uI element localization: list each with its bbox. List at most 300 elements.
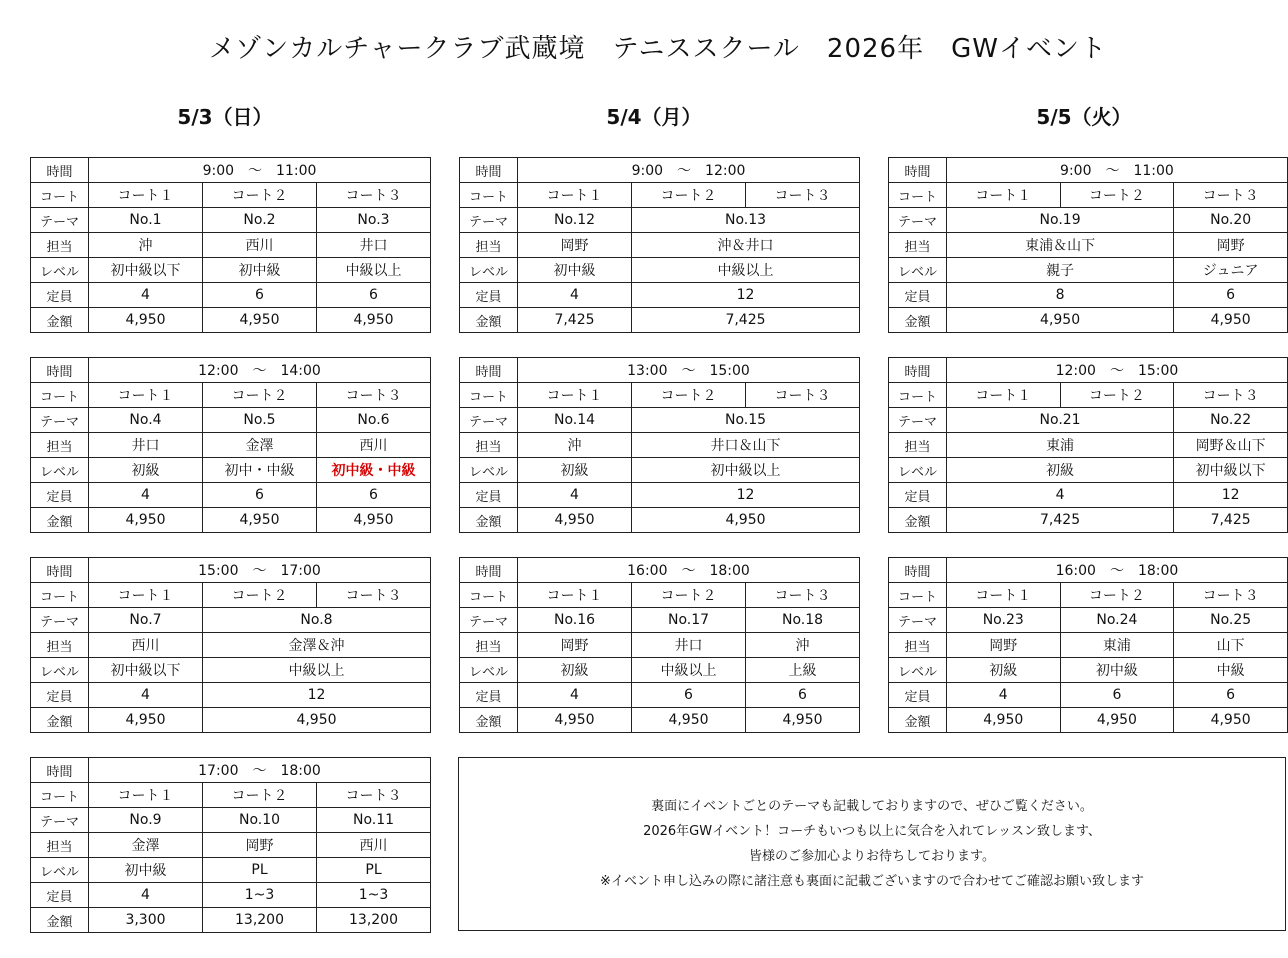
theme-row (460, 608, 860, 633)
row-label: レベル (889, 658, 947, 683)
capacity-cell: 1~3 (317, 883, 431, 908)
row-label: 金額 (31, 708, 89, 733)
time-range: 17:00 ～ 18:00 (89, 758, 431, 783)
theme-cell: No.21 (946, 408, 1173, 433)
level-cell: 初級 (518, 458, 632, 483)
row-label: コート (889, 383, 947, 408)
theme-cell: No.22 (1174, 408, 1288, 433)
court-row (889, 183, 1288, 208)
capacity-row (889, 283, 1288, 308)
schedule-block (30, 557, 431, 733)
level-cell: 初中級以下 (89, 658, 203, 683)
capacity-row (889, 683, 1288, 708)
row-label: 定員 (31, 883, 89, 908)
schedule-block (459, 157, 860, 333)
row-label: 担当 (31, 233, 89, 258)
row-label: 担当 (31, 633, 89, 658)
capacity-cell: 6 (203, 283, 317, 308)
theme-cell: No.18 (746, 608, 860, 633)
row-label: 金額 (460, 308, 518, 333)
row-label: 定員 (31, 283, 89, 308)
level-cell: 初中級以下 (1174, 458, 1288, 483)
court-row (460, 183, 860, 208)
level-cell: 初中級以上 (632, 458, 860, 483)
court-header: コート３ (1174, 183, 1288, 208)
row-label: レベル (889, 258, 947, 283)
theme-row (460, 408, 860, 433)
theme-cell: No.23 (946, 608, 1060, 633)
row-label: テーマ (31, 408, 89, 433)
theme-row (889, 408, 1288, 433)
row-label: 担当 (460, 233, 518, 258)
coach-row (31, 833, 431, 858)
time-row (889, 358, 1288, 383)
capacity-cell: 4 (89, 883, 203, 908)
level-cell: PL (203, 858, 317, 883)
row-label: テーマ (460, 408, 518, 433)
court-header: コート２ (632, 383, 746, 408)
row-label: コート (460, 583, 518, 608)
court-header: コート２ (632, 183, 746, 208)
capacity-row (460, 483, 860, 508)
notice-line: 皆様のご参加心よりお待ちしております。 (749, 849, 995, 864)
theme-cell: No.9 (89, 808, 203, 833)
level-cell: PL (317, 858, 431, 883)
row-label: コート (31, 183, 89, 208)
schedule-block (30, 157, 431, 333)
theme-row (889, 208, 1288, 233)
coach-cell: 金澤＆沖 (203, 633, 431, 658)
row-label: 金額 (31, 308, 89, 333)
row-label: 担当 (31, 433, 89, 458)
level-cell: 中級以上 (317, 258, 431, 283)
court-header: コート３ (317, 383, 431, 408)
coach-row (31, 233, 431, 258)
theme-cell: No.13 (632, 208, 860, 233)
price-cell: 7,425 (1174, 508, 1288, 533)
theme-row (889, 608, 1288, 633)
court-header: コート２ (203, 183, 317, 208)
court-header: コート１ (89, 583, 203, 608)
coach-row (889, 433, 1288, 458)
level-cell: 初級 (946, 658, 1060, 683)
coach-row (889, 233, 1288, 258)
coach-cell: 東浦 (1060, 633, 1174, 658)
capacity-cell: 6 (317, 283, 431, 308)
row-label: 定員 (31, 683, 89, 708)
court-row (31, 383, 431, 408)
coach-row (31, 633, 431, 658)
price-row (889, 708, 1288, 733)
day-heading-0504: 5/4（月） (606, 105, 702, 129)
level-cell: ジュニア (1174, 258, 1288, 283)
time-row (460, 158, 860, 183)
theme-cell: No.10 (203, 808, 317, 833)
time-row (31, 558, 431, 583)
price-cell: 7,425 (632, 308, 860, 333)
row-label: レベル (31, 458, 89, 483)
court-header: コート３ (317, 583, 431, 608)
time-range: 16:00 ～ 18:00 (518, 558, 860, 583)
theme-cell: No.7 (89, 608, 203, 633)
price-cell: 7,425 (946, 508, 1173, 533)
coach-row (31, 433, 431, 458)
capacity-row (460, 683, 860, 708)
row-label: 金額 (889, 708, 947, 733)
theme-cell: No.1 (89, 208, 203, 233)
price-cell: 13,200 (317, 908, 431, 933)
day-heading-0505: 5/5（火） (1036, 105, 1132, 129)
coach-cell: 井口 (89, 433, 203, 458)
price-cell: 4,950 (89, 508, 203, 533)
time-range: 15:00 ～ 17:00 (89, 558, 431, 583)
court-row (31, 583, 431, 608)
coach-cell: 井口＆山下 (632, 433, 860, 458)
price-cell: 4,950 (746, 708, 860, 733)
price-row (889, 308, 1288, 333)
row-label: テーマ (889, 608, 947, 633)
row-label: 定員 (889, 483, 947, 508)
price-row (460, 308, 860, 333)
capacity-cell: 8 (946, 283, 1173, 308)
row-label: テーマ (460, 608, 518, 633)
row-label: コート (889, 583, 947, 608)
level-cell: 中級以上 (632, 658, 746, 683)
price-cell: 13,200 (203, 908, 317, 933)
price-row (460, 508, 860, 533)
court-row (889, 383, 1288, 408)
time-row (889, 158, 1288, 183)
capacity-row (31, 283, 431, 308)
theme-row (460, 208, 860, 233)
time-row (31, 158, 431, 183)
capacity-cell: 4 (89, 683, 203, 708)
level-cell: 初級 (518, 658, 632, 683)
coach-row (460, 433, 860, 458)
court-row (460, 383, 860, 408)
level-cell: 親子 (946, 258, 1173, 283)
court-row (460, 583, 860, 608)
row-label: 担当 (31, 833, 89, 858)
time-range: 16:00 ～ 18:00 (946, 558, 1287, 583)
level-cell: 中級 (1174, 658, 1288, 683)
row-label: 担当 (889, 233, 947, 258)
level-cell: 初中級 (89, 858, 203, 883)
court-header: コート１ (89, 783, 203, 808)
price-cell: 4,950 (632, 708, 746, 733)
coach-cell: 岡野 (946, 633, 1060, 658)
schedule-block (888, 557, 1288, 733)
notice-line: 2026年GWイベント！コーチもいつも以上に気合を入れてレッスン致します、 (643, 824, 1101, 839)
row-label: テーマ (889, 208, 947, 233)
price-cell: 4,950 (1174, 308, 1288, 333)
theme-cell: No.14 (518, 408, 632, 433)
row-label: 金額 (460, 708, 518, 733)
row-label: 時間 (889, 158, 947, 183)
court-row (31, 783, 431, 808)
court-header: コート１ (946, 383, 1060, 408)
row-label: テーマ (31, 208, 89, 233)
capacity-cell: 4 (946, 683, 1060, 708)
price-cell: 4,950 (89, 708, 203, 733)
level-cell: 初級 (946, 458, 1173, 483)
price-row (31, 508, 431, 533)
row-label: 定員 (31, 483, 89, 508)
coach-cell: 沖 (89, 233, 203, 258)
coach-cell: 岡野 (203, 833, 317, 858)
theme-cell: No.19 (946, 208, 1173, 233)
time-row (460, 558, 860, 583)
price-cell: 4,950 (203, 308, 317, 333)
price-cell: 3,300 (89, 908, 203, 933)
price-row (460, 708, 860, 733)
row-label: 時間 (460, 358, 518, 383)
row-label: 時間 (31, 758, 89, 783)
court-header: コート１ (89, 183, 203, 208)
row-label: レベル (31, 258, 89, 283)
coach-cell: 東浦＆山下 (946, 233, 1173, 258)
time-range: 9:00 ～ 11:00 (946, 158, 1287, 183)
price-row (31, 308, 431, 333)
coach-cell: 岡野 (518, 633, 632, 658)
level-row (460, 458, 860, 483)
coach-cell: 沖＆井口 (632, 233, 860, 258)
row-label: コート (31, 783, 89, 808)
schedule-block (888, 157, 1288, 333)
time-row (889, 558, 1288, 583)
row-label: レベル (889, 458, 947, 483)
theme-cell: No.12 (518, 208, 632, 233)
price-cell: 4,950 (518, 508, 632, 533)
theme-cell: No.4 (89, 408, 203, 433)
level-cell: 中級以上 (632, 258, 860, 283)
level-cell: 初中級 (203, 258, 317, 283)
row-label: 定員 (889, 683, 947, 708)
theme-cell: No.3 (317, 208, 431, 233)
price-cell: 4,950 (946, 308, 1173, 333)
capacity-cell: 12 (632, 283, 860, 308)
row-label: レベル (460, 458, 518, 483)
theme-cell: No.8 (203, 608, 431, 633)
time-row (31, 358, 431, 383)
coach-cell: 東浦 (946, 433, 1173, 458)
row-label: レベル (460, 658, 518, 683)
theme-cell: No.15 (632, 408, 860, 433)
coach-cell: 沖 (518, 433, 632, 458)
notice-line: 裏面にイベントごとのテーマも記載しておりますので、ぜひご覧ください。 (651, 799, 1093, 814)
row-label: 定員 (460, 683, 518, 708)
theme-cell: No.6 (317, 408, 431, 433)
price-cell: 4,950 (89, 308, 203, 333)
theme-cell: No.16 (518, 608, 632, 633)
level-row (889, 658, 1288, 683)
court-header: コート２ (632, 583, 746, 608)
level-cell: 初中級 (1060, 658, 1174, 683)
capacity-cell: 6 (632, 683, 746, 708)
capacity-row (460, 283, 860, 308)
court-header: コート３ (317, 783, 431, 808)
theme-cell: No.20 (1174, 208, 1288, 233)
price-cell: 4,950 (203, 508, 317, 533)
coach-cell: 金澤 (203, 433, 317, 458)
price-cell: 4,950 (518, 708, 632, 733)
theme-cell: No.24 (1060, 608, 1174, 633)
row-label: 担当 (460, 633, 518, 658)
row-label: 担当 (460, 433, 518, 458)
time-row (460, 358, 860, 383)
row-label: コート (460, 183, 518, 208)
day-heading-0503: 5/3（日） (177, 105, 273, 129)
row-label: 金額 (889, 308, 947, 333)
time-range: 13:00 ～ 15:00 (518, 358, 860, 383)
row-label: 定員 (889, 283, 947, 308)
capacity-cell: 6 (317, 483, 431, 508)
court-header: コート２ (1060, 383, 1174, 408)
court-header: コート３ (746, 583, 860, 608)
court-header: コート３ (1174, 583, 1288, 608)
court-header: コート２ (203, 383, 317, 408)
row-label: 担当 (889, 433, 947, 458)
row-label: テーマ (889, 408, 947, 433)
capacity-cell: 6 (1174, 283, 1288, 308)
capacity-cell: 4 (89, 483, 203, 508)
price-row (889, 508, 1288, 533)
schedule-block (30, 757, 431, 933)
row-label: 時間 (460, 158, 518, 183)
time-range: 12:00 ～ 14:00 (89, 358, 431, 383)
coach-cell: 岡野＆山下 (1174, 433, 1288, 458)
row-label: 時間 (31, 158, 89, 183)
court-header: コート３ (746, 383, 860, 408)
row-label: 金額 (31, 508, 89, 533)
row-label: 時間 (31, 358, 89, 383)
capacity-row (889, 483, 1288, 508)
theme-row (31, 208, 431, 233)
capacity-row (31, 483, 431, 508)
level-cell: 初中級・中級 (317, 458, 431, 483)
capacity-cell: 6 (746, 683, 860, 708)
time-range: 12:00 ～ 15:00 (946, 358, 1287, 383)
price-cell: 4,950 (317, 508, 431, 533)
coach-row (460, 633, 860, 658)
coach-cell: 西川 (89, 633, 203, 658)
row-label: 時間 (31, 558, 89, 583)
level-row (31, 658, 431, 683)
capacity-cell: 6 (1060, 683, 1174, 708)
row-label: 時間 (889, 358, 947, 383)
time-range: 9:00 ～ 12:00 (518, 158, 860, 183)
capacity-cell: 12 (1174, 483, 1288, 508)
level-row (460, 258, 860, 283)
page-title: メゾンカルチャークラブ武蔵境 テニススクール 2026年 GWイベント (209, 34, 1107, 64)
row-label: 定員 (460, 483, 518, 508)
row-label: コート (889, 183, 947, 208)
row-label: レベル (31, 858, 89, 883)
court-header: コート３ (317, 183, 431, 208)
row-label: 時間 (460, 558, 518, 583)
row-label: 担当 (889, 633, 947, 658)
level-row (460, 658, 860, 683)
court-header: コート１ (946, 183, 1060, 208)
row-label: 金額 (889, 508, 947, 533)
schedule-block (459, 557, 860, 733)
price-cell: 4,950 (946, 708, 1060, 733)
level-cell: 初中・中級 (203, 458, 317, 483)
row-label: テーマ (460, 208, 518, 233)
schedule-block (459, 357, 860, 533)
level-row (889, 258, 1288, 283)
capacity-cell: 12 (203, 683, 431, 708)
coach-cell: 岡野 (1174, 233, 1288, 258)
price-cell: 4,950 (1060, 708, 1174, 733)
court-header: コート１ (518, 583, 632, 608)
level-row (31, 858, 431, 883)
price-cell: 4,950 (632, 508, 860, 533)
row-label: 定員 (460, 283, 518, 308)
theme-cell: No.2 (203, 208, 317, 233)
capacity-row (31, 883, 431, 908)
coach-cell: 井口 (632, 633, 746, 658)
court-header: コート２ (203, 583, 317, 608)
theme-row (31, 808, 431, 833)
coach-cell: 西川 (317, 833, 431, 858)
capacity-cell: 4 (518, 683, 632, 708)
level-cell: 中級以上 (203, 658, 431, 683)
row-label: レベル (31, 658, 89, 683)
capacity-cell: 6 (1174, 683, 1288, 708)
coach-cell: 沖 (746, 633, 860, 658)
time-row (31, 758, 431, 783)
court-header: コート１ (946, 583, 1060, 608)
price-cell: 7,425 (518, 308, 632, 333)
capacity-cell: 4 (946, 483, 1173, 508)
court-header: コート２ (203, 783, 317, 808)
capacity-cell: 4 (518, 483, 632, 508)
level-row (31, 458, 431, 483)
theme-cell: No.17 (632, 608, 746, 633)
coach-row (460, 233, 860, 258)
row-label: コート (460, 383, 518, 408)
coach-cell: 金澤 (89, 833, 203, 858)
coach-cell: 西川 (317, 433, 431, 458)
court-header: コート１ (518, 383, 632, 408)
capacity-cell: 1~3 (203, 883, 317, 908)
row-label: テーマ (31, 808, 89, 833)
court-header: コート１ (89, 383, 203, 408)
row-label: テーマ (31, 608, 89, 633)
capacity-row (31, 683, 431, 708)
court-row (889, 583, 1288, 608)
coach-cell: 西川 (203, 233, 317, 258)
theme-cell: No.11 (317, 808, 431, 833)
court-row (31, 183, 431, 208)
row-label: コート (31, 383, 89, 408)
capacity-cell: 12 (632, 483, 860, 508)
price-cell: 4,950 (317, 308, 431, 333)
court-header: コート３ (1174, 383, 1288, 408)
capacity-cell: 4 (518, 283, 632, 308)
row-label: コート (31, 583, 89, 608)
level-cell: 初級 (89, 458, 203, 483)
notice-box (458, 757, 1286, 931)
court-header: コート１ (518, 183, 632, 208)
court-header: コート２ (1060, 183, 1174, 208)
court-header: コート２ (1060, 583, 1174, 608)
level-row (31, 258, 431, 283)
level-cell: 初中級 (518, 258, 632, 283)
theme-row (31, 608, 431, 633)
theme-cell: No.5 (203, 408, 317, 433)
